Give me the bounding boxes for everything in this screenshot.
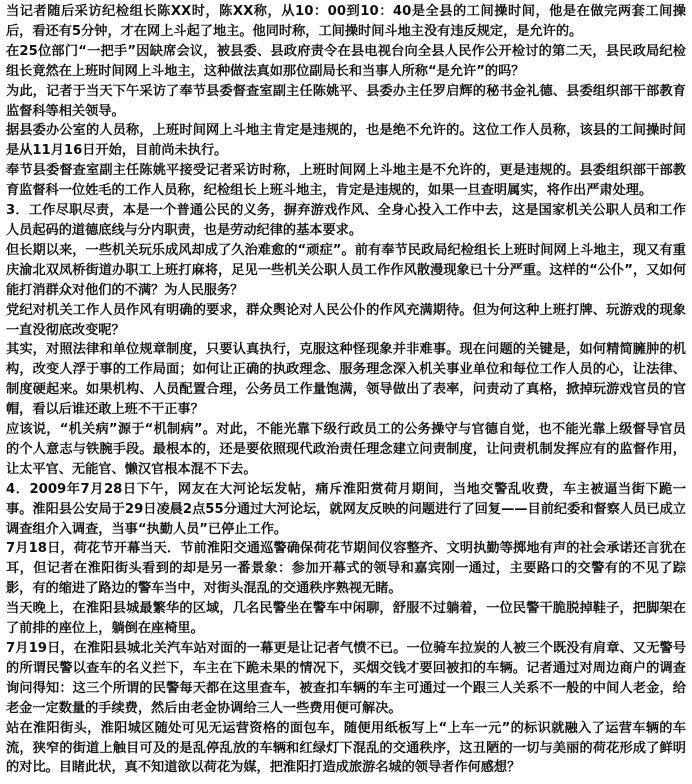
paragraph-12: 7月18日，荷花节开幕当天．节前淮阳交通巡警确保荷花节期间仪容整齐、文明执勤等掷地有声的社会承诺还言犹在耳，但记者在淮阳街头看到的却是另一番景象：参加开幕式的领导和嘉宾刚一通过，主要路口的交警有的不见了踪影，有的缩进了路边的警车当中，对街头混乱的交通秩序熟视无睹。 (6, 541, 686, 597)
paragraph-5: 奉节县委督查室副主任陈姚平接受记者采访时称，上班时间网上斗地主是不允许的，更是违规的。县委组织部干部教育监督科一位姓毛的工作人员称，纪检组长上班斗地主，肯定是违规的，如果一旦查明属实，将作出严肃处理。 (6, 163, 686, 199)
paragraph-2: 在25位部门“一把手”因缺席会议，被县委、县政府责令在县电视台向全县人民作公开检讨的第二天，县民政局纪检组长竟然在上班时间网上斗地主，这种做法真如那位副局长和当事人所称“是允许”的吗？ (6, 43, 686, 79)
paragraph-15: 站在淮阳街头，淮阳城区随处可见无运营资格的面包车，随便用纸板写上“上车一元”的标识就融入了运营车辆的车流，狭窄的街道上触目可及的是乱停乱放的车辆和红绿灯下混乱的交通秩序，这丑陋的一切与美丽的荷花形成了鲜明的对比。目睹此状，真不知道欲以荷花为媒，把淮阳打造成旅游名城的领导者作何感想？ (6, 720, 686, 776)
paragraph-10: 应该说，“机关病”源于“机制病”。对此，不能光靠下级行政员工的公务操守与官德自觉，也不能光靠上级督导官员的个人意志与铁腕手段。最根本的，还是要依照现代政治责任理念建立问责制度，让问责机制发挥应有的监督作用，让太平官、无能官、懒汉官根本混不下去。 (6, 422, 686, 477)
paragraph-14: 7月19日，在淮阳县城北关汽车站对面的一幕更是让记者气愤不已。一位骑车拉炭的人被三个既没有肩章、又无警号的所谓民警以查车的名义拦下，车主在下跪未果的情况下，买烟交钱才要回被扣的车辆。记者通过对周边商户的调查询问得知：这三个所谓的民警每天都在这里查车，被查扣车辆的车主可通过一个跟三人关系不一般的中间人老金，给老金一定数量的手续费，然后由老金协调给三人一些费用便可解决。 (6, 641, 686, 716)
paragraph-11: 4．2009年7月28日下午，网友在大河论坛发帖，痛斥淮阳赏荷月期间，当地交警乱收费，车主被逼当街下跪一事。淮阳县公安局于29日凌晨2点55分通过大河论坛，就网友反映的问题进行了回复——目前纪委和督察人员已成立调查组介入调查，当事“执勤人员”已停止工作。 (6, 481, 686, 537)
paragraph-7: 但长期以来，一些机关玩乐成风却成了久治难愈的“顽症”。前有奉节民政局纪检组长上班时间网上斗地主，现又有重庆渝北双凤桥街道办职工上班打麻将，足见一些机关公职人员工作作风散漫现象已十分严重。这样的“公仆”，又如何能打消群众对他们的不满？为人民服务？ (6, 242, 686, 298)
paragraph-13: 当天晚上，在淮阳县城最繁华的区域，几名民警坐在警车中闲聊，舒服不过躺着，一位民警干脆脱掉鞋子，把脚架在了前排的座位上，躺倒在座椅里。 (6, 601, 686, 637)
paragraph-3: 为此，记者于当天下午采访了奉节县委督查室副主任陈姚平、县委办主任罗启辉的秘书金礼德、县委组织部干部教育监督科等相关领导。 (6, 83, 686, 119)
paragraph-6: 3．工作尽职尽责，本是一个普通公民的义务，摒弃游戏作风、全身心投入工作中去，这是国家机关公职人员和工作人员起码的道德底线与分内职责，也是劳动纪律的基本要求。 (6, 203, 686, 238)
paragraph-4: 据县委办公室的人员称，上班时间网上斗地主肯定是违规的，也是绝不允许的。这位工作人员称，该县的工间操时间是从11月16日开始，目前尚未执行。 (6, 123, 686, 159)
paragraph-8: 党纪对机关工作人员作风有明确的要求，群众舆论对人民公仆的作风充满期待。但为何这种上班打牌、玩游戏的现象一直没彻底改变呢？ (6, 302, 686, 338)
paragraph-1: 当记者随后采访纪检组长陈XX时，陈XX称，从10：00到10：40是全县的工间操时间，他是在做完两套工间操后，看还有5分钟，才在网上斗起了地主。他同时称，工间操时间斗地主没有违反规定，是允许的。 (6, 4, 686, 39)
paragraph-9: 其实，对照法律和单位规章制度，只要认真执行，克服这种怪现象并非难事。现在问题的关键是，如何精简臃肿的机构，改变人浮于事的工作局面；如何让正确的执政理念、服务理念深入机关事业单位和每位工作人员的心，让法律、制度硬起来。如果机构、人员配置合理，公务员工作量饱满，领导做出了表率，问责动了真格，掀掉玩游戏官员的官帽，看以后谁还敢上班不干正事？ (6, 342, 686, 418)
